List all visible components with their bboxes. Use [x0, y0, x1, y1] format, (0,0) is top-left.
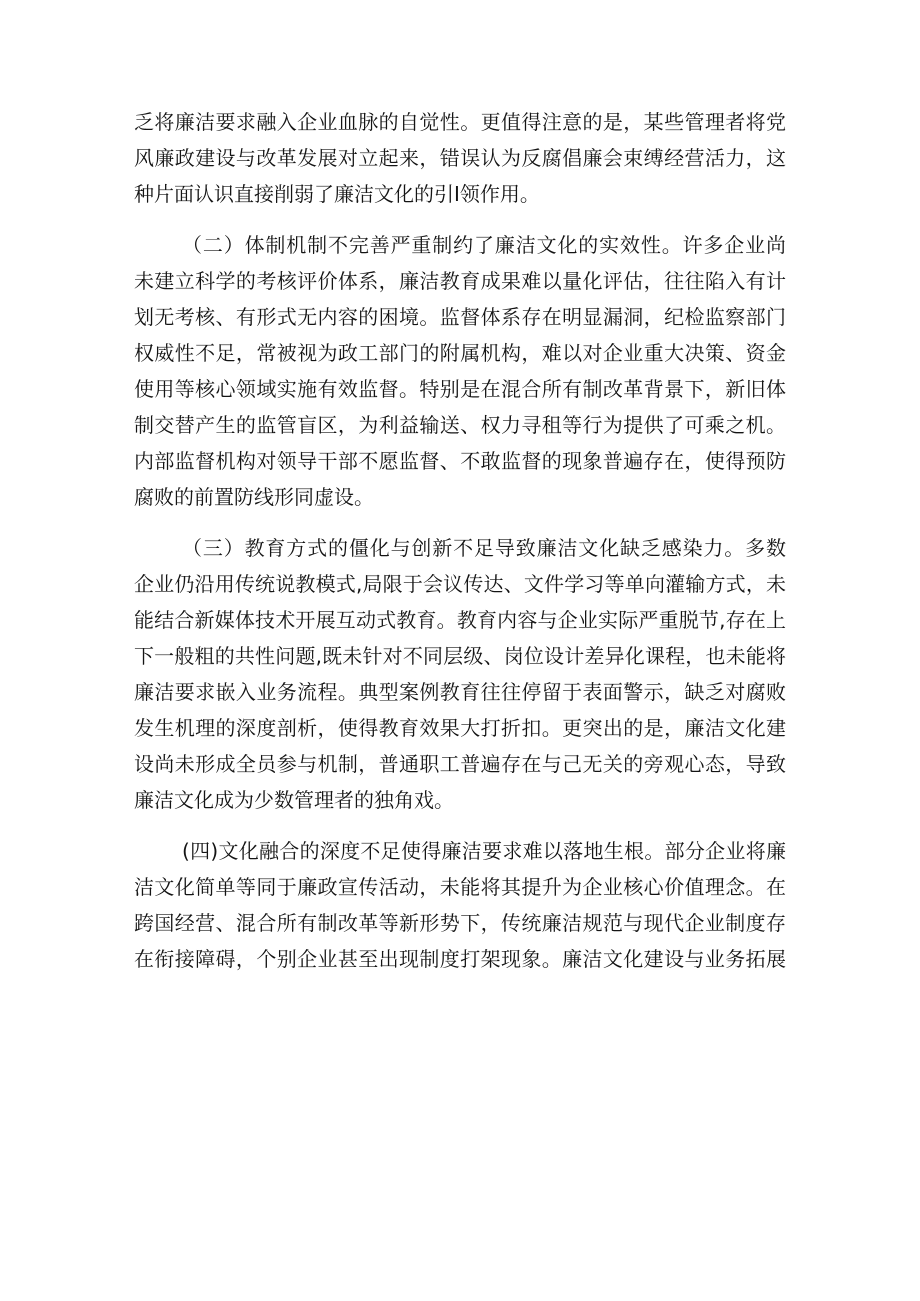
- text-line: 廉洁要求嵌入业务流程。典型案例教育往往停留于表面警示，缺乏对腐败: [134, 680, 786, 704]
- text-line: 风廉政建设与改革发展对立起来，错误认为反腐倡廉会束缚经营活力，这: [134, 146, 786, 170]
- text-line: 设尚未形成全员参与机制，普通职工普遍存在与己无关的旁观心态，导致: [134, 752, 786, 776]
- text-line: 内部监督机构对领导干部不愿监督、不敢监督的现象普遍存在，使得预防: [134, 449, 786, 473]
- text-line: 权威性不足，常被视为政工部门的附属机构，难以对企业重大决策、资金: [134, 341, 786, 365]
- paragraph-para-3: [134, 530, 786, 818]
- text-line: （三）教育方式的僵化与创新不足导致廉洁文化缺乏感染力。多数: [182, 536, 786, 560]
- paragraph-para-2: [134, 227, 786, 515]
- text-line: 发生机理的深度剖析，使得教育效果大打折扣。更突出的是，廉洁文化建: [134, 716, 786, 740]
- text-line: 能结合新媒体技术开展互动式教育。教育内容与企业实际严重脱节,存在上: [134, 608, 786, 632]
- text-line: 洁文化简单等同于廉政宣传活动，未能将其提升为企业核心价值理念。在: [134, 875, 786, 899]
- document-body: [134, 104, 786, 992]
- paragraph-para-4: [134, 833, 786, 977]
- text-line: 使用等核心领域实施有效监督。特别是在混合所有制改革背景下，新旧体: [134, 377, 786, 401]
- text-line: (四)文化融合的深度不足使得廉洁要求难以落地生根。部分企业将廉: [182, 839, 786, 863]
- text-line: 腐败的前置防线形同虚设。: [134, 485, 374, 509]
- paragraph-para-continuation: [134, 104, 786, 212]
- text-line: 乏将廉洁要求融入企业血脉的自觉性。更值得注意的是，某些管理者将党: [134, 110, 786, 134]
- text-line: 在衔接障碍，个别企业甚至出现制度打架现象。廉洁文化建设与业务拓展: [134, 947, 786, 971]
- text-line: 廉洁文化成为少数管理者的独角戏。: [134, 788, 454, 812]
- text-line: 跨国经营、混合所有制改革等新形势下，传统廉洁规范与现代企业制度存: [134, 911, 786, 935]
- text-line: （二）体制机制不完善严重制约了廉洁文化的实效性。许多企业尚: [182, 233, 786, 257]
- text-line: 下一般粗的共性问题,既未针对不同层级、岗位设计差异化课程，也未能将: [134, 644, 786, 668]
- text-line: 企业仍沿用传统说教模式,局限于会议传达、文件学习等单向灌输方式，未: [134, 572, 786, 596]
- text-line: 种片面认识直接削弱了廉洁文化的引I领作用。: [134, 182, 540, 206]
- text-line: 未建立科学的考核评价体系，廉洁教育成果难以量化评估，往往陷入有计: [134, 269, 786, 293]
- text-line: 划无考核、有形式无内容的困境。监督体系存在明显漏洞，纪检监察部门: [134, 305, 786, 329]
- text-line: 制交替产生的监管盲区，为利益输送、权力寻租等行为提供了可乘之机。: [134, 413, 786, 437]
